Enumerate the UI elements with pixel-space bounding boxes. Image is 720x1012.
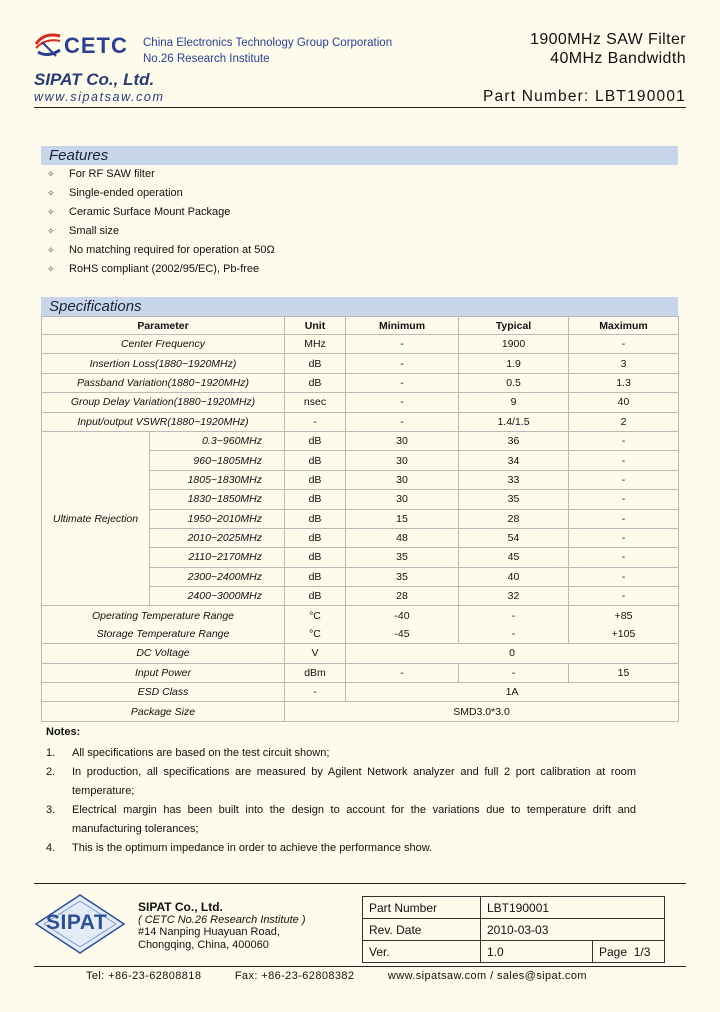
table-row: 2110~2170MHz dB 35 45 - — [42, 548, 679, 567]
footer-company-name: SIPAT Co., Ltd. — [138, 900, 223, 914]
org-line-2: No.26 Research Institute — [143, 53, 270, 65]
features-list — [47, 166, 275, 280]
col-header-maximum: Maximum — [569, 317, 679, 335]
table-row: Storage Temperature Range °C -45 - +105 — [42, 625, 679, 644]
feature-item: ✧ RoHS compliant (2002/95/EC), Pb-free — [47, 263, 260, 275]
diamond-bullet-icon: ✧ — [47, 226, 55, 236]
table-row: 1830~1850MHz dB 30 35 - — [42, 490, 679, 509]
table-row: 2010~2025MHz dB 48 54 - — [42, 528, 679, 547]
rev-date-label: Rev. Date — [363, 919, 481, 941]
org-name — [143, 35, 392, 67]
table-row: Passband Variation(1880~1920MHz) dB - 0.5 1.3 — [42, 373, 679, 392]
company-name: SIPAT Co., Ltd. — [34, 70, 155, 89]
table-row: Input Power dBm - - 15 — [42, 663, 679, 682]
table-row: 1805~1830MHz dB 30 33 - — [42, 470, 679, 489]
part-number-value: LBT190001 — [481, 897, 665, 919]
cetc-logo — [34, 30, 134, 60]
note-item: 4. This is the optimum impedance in order to achieve the performance show. — [46, 842, 433, 854]
table-header-row — [42, 317, 679, 335]
note-item: 2. In production, all specifications are measured by Agilent Network analyzer and full 2 port calibration at room temperature; — [46, 766, 636, 797]
version-label: Ver. — [363, 941, 481, 963]
table-row: Center Frequency MHz - 1900 - — [42, 335, 679, 354]
feature-item: ✧ Single-ended operation — [47, 187, 183, 199]
notes-section — [46, 726, 636, 858]
footer-address-1: #14 Nanping Huayuan Road, — [138, 926, 280, 938]
feature-item: ✧ Ceramic Surface Mount Package — [47, 206, 231, 218]
diamond-bullet-icon: ✧ — [47, 207, 55, 217]
table-row: 2400~3000MHz dB 28 32 - — [42, 587, 679, 606]
col-header-minimum: Minimum — [346, 317, 459, 335]
telephone: Tel: +86-23-62808818 — [86, 970, 202, 982]
feature-item: ✧ Small size — [47, 225, 120, 237]
table-row — [363, 919, 665, 941]
cetc-logo-text: CETC — [64, 33, 128, 58]
table-row: Input/output VSWR(1880~1920MHz) - - 1.4/1.5 2 — [42, 412, 679, 431]
diamond-bullet-icon: ✧ — [47, 169, 55, 179]
page-label: Page — [599, 944, 628, 959]
page-value: 1/3 — [633, 944, 651, 959]
table-row: Ultimate Rejection 0.3~960MHz dB 30 36 - — [42, 431, 679, 450]
feature-item: ✧ No matching required for operation at 50Ω — [47, 244, 275, 256]
feature-item: ✧ For RF SAW filter — [47, 168, 155, 180]
rev-date-value: 2010-03-03 — [481, 919, 665, 941]
specifications-heading: Specifications — [41, 297, 678, 316]
page-info — [593, 941, 665, 963]
table-row — [363, 897, 665, 919]
contact-divider — [34, 966, 686, 967]
diamond-bullet-icon: ✧ — [47, 245, 55, 255]
table-row: DC Voltage V 0 — [42, 644, 679, 663]
title-line-2: 40MHz Bandwidth — [550, 50, 686, 67]
note-item: 1. All specifications are based on the test circuit shown; — [46, 747, 330, 759]
col-header-typical: Typical — [459, 317, 569, 335]
footer-divider — [34, 883, 686, 884]
table-row: Insertion Loss(1880~1920MHz) dB - 1.9 3 — [42, 354, 679, 373]
web-email-link[interactable]: www.sipatsaw.com / sales@sipat.com — [387, 970, 587, 982]
product-title — [530, 30, 686, 68]
specifications-table — [41, 316, 679, 722]
features-heading: Features — [41, 146, 678, 165]
footer-address-2: Chongqing, China, 400060 — [138, 938, 269, 951]
part-number-label: Part Number — [363, 897, 481, 919]
footer-institute: ( CETC No.26 Research Institute ) — [138, 913, 306, 926]
table-row: Operating Temperature Range °C -40 - +85 — [42, 606, 679, 625]
header-divider — [34, 107, 686, 108]
sipat-logo — [34, 893, 126, 955]
org-line-1: China Electronics Technology Group Corporation — [143, 37, 393, 49]
sipat-logo-text: SIPAT — [46, 911, 108, 934]
diamond-bullet-icon: ✧ — [47, 188, 55, 198]
table-row: 960~1805MHz dB 30 34 - — [42, 451, 679, 470]
table-row: 2300~2400MHz dB 35 40 - — [42, 567, 679, 586]
diamond-bullet-icon: ✧ — [47, 264, 55, 274]
rejection-label: Ultimate Rejection — [42, 431, 150, 606]
footer-company-info — [138, 901, 306, 951]
part-number: Part Number: LBT190001 — [482, 88, 686, 105]
notes-title: Notes: — [46, 726, 81, 738]
col-header-unit: Unit — [285, 317, 346, 335]
table-row: ESD Class - 1A — [42, 683, 679, 702]
document-info-table — [362, 896, 665, 963]
website-link[interactable]: www.sipatsaw.com — [34, 90, 165, 104]
contact-line — [86, 970, 617, 982]
note-item: 3. Electrical margin has been built into the design to account for the variations due to temperature drift and manufacturing tolerances; — [46, 804, 636, 835]
table-row: Group Delay Variation(1880~1920MHz) nsec - 9 40 — [42, 393, 679, 412]
table-row: 1950~2010MHz dB 15 28 - — [42, 509, 679, 528]
title-line-1: 1900MHz SAW Filter — [530, 31, 686, 48]
table-row — [363, 941, 665, 963]
col-header-parameter: Parameter — [42, 317, 285, 335]
version-value: 1.0 — [481, 941, 593, 963]
fax: Fax: +86-23-62808382 — [234, 970, 355, 982]
table-row: Package Size SMD3.0*3.0 — [42, 702, 679, 721]
